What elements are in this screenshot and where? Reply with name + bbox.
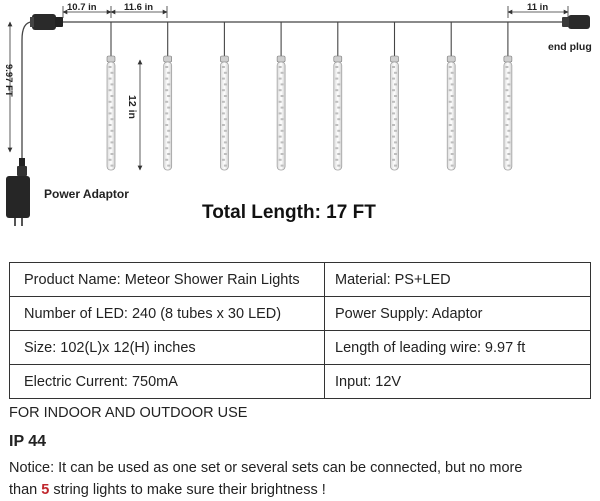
led-dot [337,153,340,155]
led-dot [111,130,114,132]
led-dot [505,78,508,80]
led-dot [451,95,454,97]
led-dot [451,83,454,85]
led-dot [167,95,170,97]
tube-cap [277,56,285,62]
led-dot [335,78,338,80]
led-dot [281,83,284,85]
led-dot [279,159,282,161]
led-dot [222,159,225,161]
tube-cap [447,56,455,62]
led-dot [281,130,284,132]
led-dot [449,124,452,126]
led-dot [449,147,452,149]
led-dot [392,124,395,126]
power-adaptor-label: Power Adaptor [44,187,129,201]
led-dot [222,112,225,114]
led-dot [279,112,282,114]
spec-cell: Power Supply: Adaptor [325,297,591,331]
led-dot [224,141,227,143]
led-dot [281,141,284,143]
led-dot [109,66,112,68]
led-dot [449,136,452,138]
led-dot [109,101,112,103]
led-dot [451,141,454,143]
notice-pre: than [9,482,42,498]
led-dot [222,124,225,126]
led-dot [222,136,225,138]
led-dot [281,165,284,167]
end-plug-label: end plug [548,41,592,53]
leading-wire [22,22,32,160]
led-dot [394,83,397,85]
led-dot [507,107,510,109]
led-dot [335,66,338,68]
left-connector-icon [30,14,63,30]
led-dot [281,153,284,155]
led-dot [335,124,338,126]
dim-label-12in: 12 in [126,95,138,119]
led-dot [451,118,454,120]
led-dot [392,112,395,114]
notice-line1: Notice: It can be used as one set or several sets can be connected, but no more [9,460,523,476]
led-dot [507,141,510,143]
spec-cell: Input: 12V [325,365,591,399]
led-dot [505,159,508,161]
led-dot [111,83,114,85]
led-dot [279,124,282,126]
led-dot [111,95,114,97]
table-row [10,331,591,365]
led-dot [449,78,452,80]
spec-cell: Product Name: Meteor Shower Rain Lights [10,263,325,297]
table-row [10,263,591,297]
led-dot [109,78,112,80]
spec-cell: Size: 102(L)x 12(H) inches [10,331,325,365]
led-dot [167,107,170,109]
usage-note: FOR INDOOR AND OUTDOOR USE [9,405,248,421]
led-dot [394,141,397,143]
notice-post: string lights to make sure their brightness ! [49,482,326,498]
end-plug-icon [562,15,590,29]
tube-cap [220,56,228,62]
led-dot [392,78,395,80]
led-dot [507,95,510,97]
led-dot [451,107,454,109]
led-dot [224,130,227,132]
led-dot [165,89,168,91]
led-dot [394,153,397,155]
led-dot [281,107,284,109]
led-dot [224,118,227,120]
table-row [10,365,591,399]
led-dot [109,112,112,114]
led-dot [505,101,508,103]
led-dot [392,89,395,91]
led-dot [165,136,168,138]
led-dot [167,141,170,143]
led-dot [279,136,282,138]
led-dot [165,78,168,80]
led-dot [337,83,340,85]
led-dot [222,66,225,68]
tube-cap [107,56,115,62]
led-dot [394,95,397,97]
tube-cap [504,56,512,62]
led-dot [337,130,340,132]
led-dot [505,112,508,114]
led-dot [449,101,452,103]
led-dot [109,124,112,126]
led-dot [279,101,282,103]
led-dot [167,153,170,155]
led-dot [337,72,340,74]
led-dot [224,165,227,167]
led-dot [337,141,340,143]
led-dot [505,147,508,149]
spec-cell: Material: PS+LED [325,263,591,297]
led-dot [335,101,338,103]
spec-cell: Number of LED: 240 (8 tubes x 30 LED) [10,297,325,331]
table-row [10,297,591,331]
led-dot [167,118,170,120]
dim-label-9-97ft: 9.97 FT [3,64,14,97]
product-diagram [0,0,600,240]
spec-cell: Length of leading wire: 9.97 ft [325,331,591,365]
led-dot [449,66,452,68]
led-dot [449,89,452,91]
led-dot [279,147,282,149]
led-dot [281,118,284,120]
notice-number: 5 [41,482,50,498]
led-dot [167,130,170,132]
led-dot [337,107,340,109]
led-dot [507,83,510,85]
led-dot [279,89,282,91]
led-dot [111,165,114,167]
led-dot [109,136,112,138]
led-dot [165,101,168,103]
led-dot [279,78,282,80]
led-dot [449,112,452,114]
led-dot [165,147,168,149]
led-dot [507,153,510,155]
led-dot [505,89,508,91]
led-dot [111,107,114,109]
led-dot [222,147,225,149]
led-dot [167,165,170,167]
led-dot [394,107,397,109]
led-dot [394,165,397,167]
led-dot [335,112,338,114]
total-length: Total Length: 17 FT [202,202,376,223]
tube-cap [391,56,399,62]
led-dot [167,72,170,74]
led-dot [222,101,225,103]
led-dot [111,141,114,143]
led-dot [165,66,168,68]
led-dot [392,136,395,138]
led-dot [165,112,168,114]
led-dot [281,72,284,74]
led-dot [109,89,112,91]
led-dot [505,124,508,126]
led-dot [394,130,397,132]
led-dot [505,66,508,68]
led-dot [111,118,114,120]
led-dot [224,107,227,109]
led-dot [507,165,510,167]
led-dot [111,72,114,74]
led-dot [335,147,338,149]
led-dot [165,124,168,126]
led-dot [394,72,397,74]
tube-cap [164,56,172,62]
led-dot [392,101,395,103]
led-dot [507,118,510,120]
notice-text [9,457,594,501]
tube-group [107,22,512,170]
led-dot [279,66,282,68]
led-dot [337,95,340,97]
led-dot [451,72,454,74]
spec-table [9,262,591,399]
led-dot [224,72,227,74]
led-dot [335,136,338,138]
led-dot [222,78,225,80]
led-dot [165,159,168,161]
led-dot [505,136,508,138]
led-dot [109,159,112,161]
dim-label-10-7: 10.7 in [67,2,97,13]
ip-rating: IP 44 [9,433,47,450]
led-dot [281,95,284,97]
led-dot [507,130,510,132]
led-dot [335,89,338,91]
led-dot [109,147,112,149]
led-dot [111,153,114,155]
led-dot [451,153,454,155]
tube-cap [334,56,342,62]
led-dot [392,147,395,149]
dim-label-11-6: 11.6 in [124,2,154,13]
led-dot [335,159,338,161]
led-dot [224,83,227,85]
led-dot [224,95,227,97]
led-dot [392,159,395,161]
led-dot [451,165,454,167]
led-dot [337,165,340,167]
led-dot [337,118,340,120]
led-dot [451,130,454,132]
spec-cell: Electric Current: 750mA [10,365,325,399]
led-dot [224,153,227,155]
led-dot [394,118,397,120]
led-dot [449,159,452,161]
led-dot [507,72,510,74]
power-adaptor-icon [6,158,30,226]
led-dot [392,66,395,68]
led-dot [167,83,170,85]
led-dot [222,89,225,91]
dim-label-11: 11 in [527,2,549,13]
